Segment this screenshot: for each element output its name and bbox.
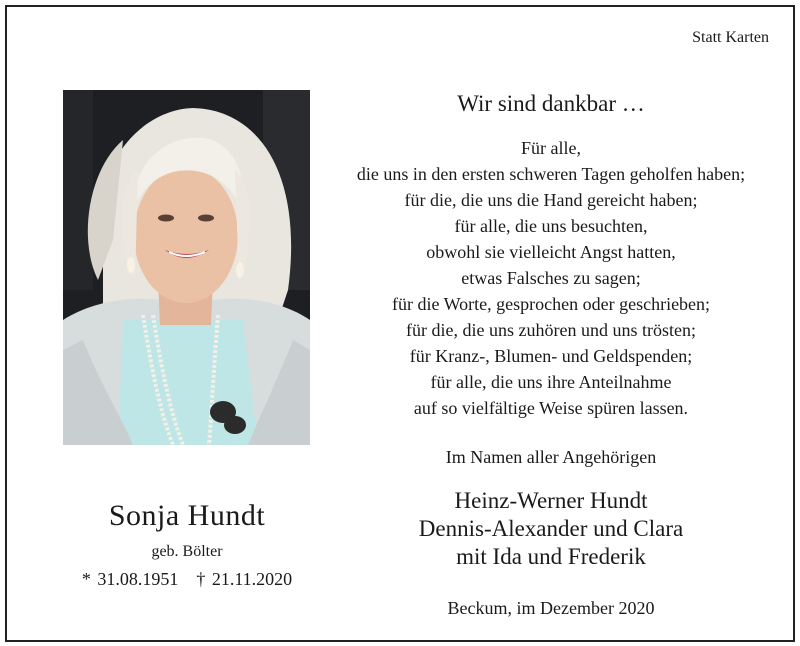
poem-line: für die Worte, gesprochen oder geschrieben; [391,294,711,314]
obituary-card [5,5,795,642]
life-dates [47,569,327,590]
poem-line: für die, die uns die Hand gereicht haben; [404,190,698,210]
poem-line: Für alle, [521,138,581,158]
birth-date: * 31.08.1951 [81,569,179,589]
poem-line: die uns in den ersten schweren Tagen geholfen haben; [356,164,746,184]
poem-line: für die, die uns zuhören und uns trösten; [406,320,696,340]
maiden-name: geb. Bölter [151,543,223,560]
poem-line: für alle, die uns ihre Anteilnahme [430,372,672,392]
family-member: mit Ida und Frederik [456,544,646,569]
family-member: Dennis-Alexander und Clara [418,516,684,541]
portrait-photo [63,90,310,445]
poem-line: auf so vielfältige Weise spüren lassen. [413,398,689,418]
deceased-name: Sonja Hundt [108,499,266,532]
poem-line: etwas Falsches zu sagen; [461,268,641,288]
poem-line: für Kranz-, Blumen- und Geldspenden; [409,346,693,366]
place-date: Beckum, im Dezember 2020 [447,598,655,618]
thanks-poem [317,135,785,421]
poem-line: obwohl sie vielleicht Angst hatten, [426,242,676,262]
death-date: † 21.11.2020 [196,569,293,589]
family-member: Heinz-Werner Hundt [454,488,648,513]
heading: Wir sind dankbar … [457,91,645,116]
poem-line: für alle, die uns besuchten, [454,216,648,236]
header-note: Statt Karten [692,29,769,46]
family-names [317,487,785,571]
signature-intro: Im Namen aller Angehörigen [445,447,657,467]
